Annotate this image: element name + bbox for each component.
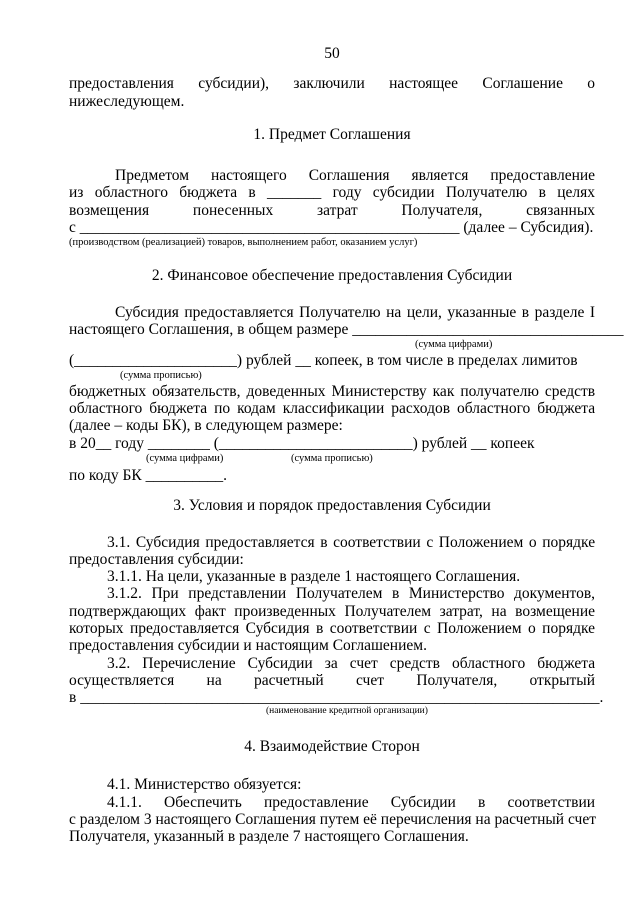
section-4-line-3: с разделом 3 настоящего Соглашения путем её перечисления на расчетный счет	[69, 811, 596, 828]
section-2-heading: 2. Финансовое обеспечение предоставления Субсидии	[151, 267, 513, 284]
page-number: 50	[324, 45, 340, 62]
section-2-line-3: (_____________________) рублей __ копеек, в том числе в пределах лимитов	[69, 352, 578, 369]
section-1-caption: (производством (реализацией) товаров, выполнением работ, оказанием услуг)	[69, 237, 418, 248]
section-3-line-8: 3.2. Перечисление Субсидии за счет средств областного бюджета	[107, 655, 596, 672]
intro-line-2: нижеследующем.	[69, 93, 185, 110]
section-2-line-5: областного бюджета по кодам классификации расходов областного бюджета	[69, 400, 596, 417]
intro-line-1: предоставления субсидии), заключили настоящее Соглашение о	[69, 75, 596, 92]
section-4-line-1: 4.1. Министерство обязуется:	[107, 776, 302, 793]
section-3-line-7: предоставления субсидии и настоящим Соглашением.	[69, 637, 427, 654]
caption-sum-words-1: (сумма прописью)	[120, 370, 202, 381]
section-3-line-10: в ___________________________________________________________________.	[69, 689, 604, 706]
section-1-line-4: с _________________________________________________ (далее – Субсидия).	[69, 219, 594, 236]
section-1-line-2: из областного бюджета в _______ году субсидии Получателю в целях	[69, 184, 596, 201]
section-2-line-1: Субсидия предоставляется Получателю на цели, указанные в разделе I	[115, 304, 596, 321]
caption-sum-digits-2: (сумма цифрами)	[146, 453, 224, 464]
section-2-line-4: бюджетных обязательств, доведенных Министерству как получателю средств	[69, 383, 596, 400]
section-2-line-7: в 20__ году ________ (_________________________) рублей __ копеек	[69, 435, 535, 452]
section-3-line-5: подтверждающих факт произведенных Получателем затрат, на возмещение	[69, 603, 595, 620]
caption-sum-digits-1: (сумма цифрами)	[415, 339, 493, 350]
section-2-line-8: по коду БК __________.	[69, 467, 227, 484]
section-4-line-4: Получателя, указанный в разделе 7 настоящего Соглашения.	[69, 828, 469, 845]
caption-credit-organization: (наименование кредитной организации)	[266, 706, 428, 716]
section-3-line-2: предоставления субсидии:	[69, 551, 244, 568]
section-3-heading: 3. Условия и порядок предоставления Субсидии	[173, 497, 491, 514]
section-3-line-9: осуществляется на расчетный счет Получателя, открытый	[69, 672, 595, 689]
section-3-line-6: которых предоставляется Субсидия в соответствии с Положением о порядке	[69, 620, 595, 637]
section-1-line-3: возмещения понесенных затрат Получателя, связанных	[69, 202, 596, 219]
section-4-heading: 4. Взаимодействие Сторон	[244, 738, 420, 755]
section-3-line-1: 3.1. Субсидия предоставляется в соответствии с Положением о порядке	[107, 534, 596, 551]
section-2-line-6: (далее – коды БК), в следующем размере:	[69, 417, 343, 434]
section-3-line-4: 3.1.2. При представлении Получателем в Министерство документов,	[107, 585, 596, 602]
section-2-line-2: настоящего Соглашения, в общем размере ___________________________________	[69, 321, 624, 338]
section-1-heading: 1. Предмет Соглашения	[253, 126, 411, 143]
section-4-line-2: 4.1.1. Обеспечить предоставление Субсидии в соответствии	[107, 794, 596, 811]
caption-sum-words-2: (сумма прописью)	[291, 453, 373, 464]
section-3-line-3: 3.1.1. На цели, указанные в разделе 1 настоящего Соглашения.	[107, 568, 521, 585]
section-1-line-1: Предметом настоящего Соглашения является предоставление	[115, 167, 596, 184]
